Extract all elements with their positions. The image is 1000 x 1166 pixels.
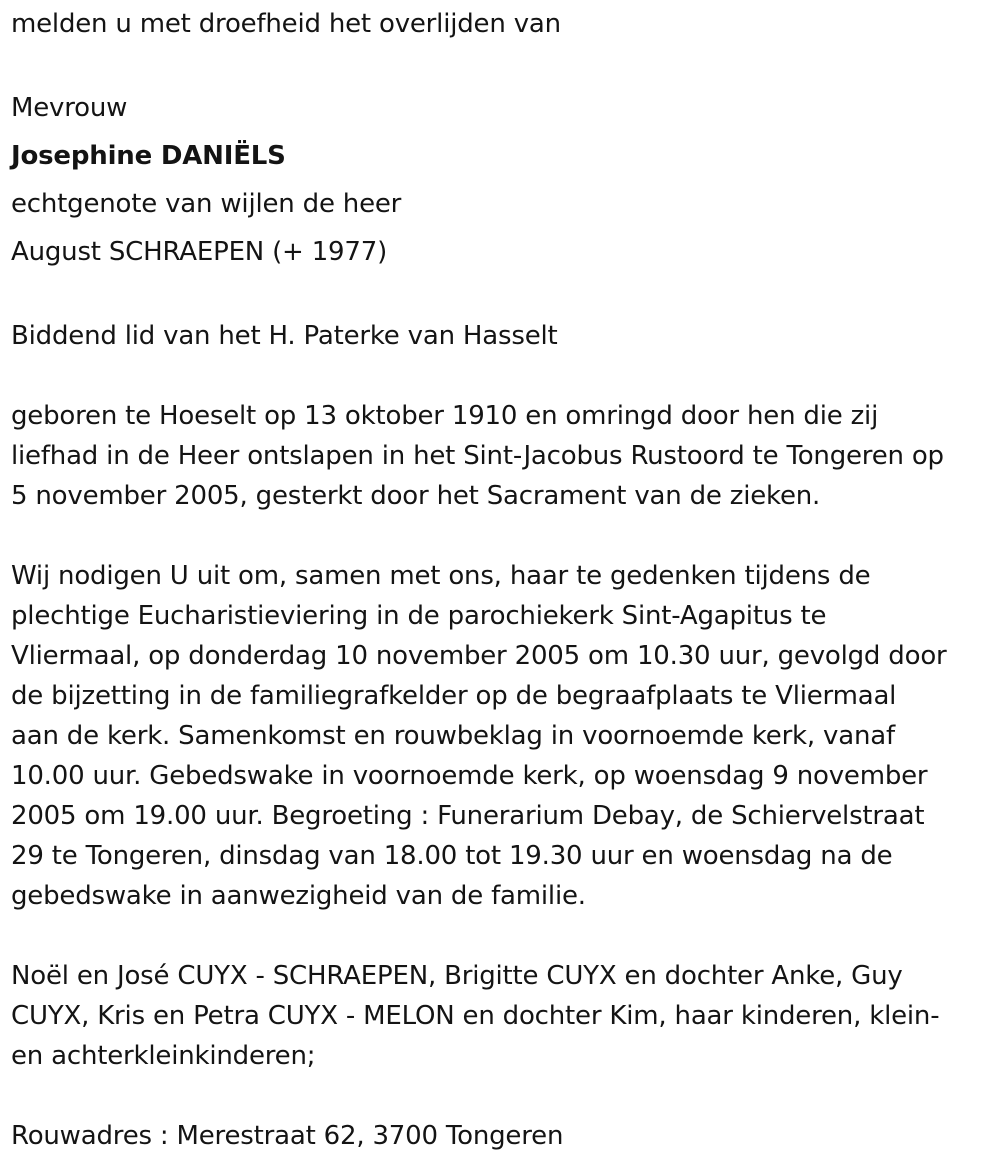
spacer — [11, 356, 996, 396]
paragraph-line: 10.00 uur. Gebedswake in voornoemde kerk, op woensdag 9 november — [11, 761, 928, 791]
deceased-name: Josephine DANIËLS — [11, 141, 286, 171]
spouse-line-2: August SCHRAEPEN (+ 1977) — [11, 237, 388, 267]
paragraph-line: CUYX, Kris en Petra CUYX - MELON en dochter Kim, haar kinderen, klein- — [11, 1001, 940, 1031]
membership-text: Biddend lid van het H. Paterke van Hasselt — [11, 321, 558, 351]
paragraph-line: 29 te Tongeren, dinsdag van 18.00 tot 19.30 uur en woensdag na de — [11, 841, 893, 871]
salutation: Mevrouw — [11, 93, 128, 123]
paragraph-line: 2005 om 19.00 uur. Begroeting : Funerarium Debay, de Schiervelstraat — [11, 801, 925, 831]
paragraph-line: Wij nodigen U uit om, samen met ons, haar te gedenken tijdens de — [11, 561, 871, 591]
paragraph-line: liefhad in de Heer ontslapen in het Sint-Jacobus Rustoord te Tongeren op — [11, 441, 944, 471]
paragraph-line: Vliermaal, op donderdag 10 november 2005 om 10.30 uur, gevolgd door — [11, 641, 947, 671]
paragraph-line: plechtige Eucharistieviering in de parochiekerk Sint-Agapitus te — [11, 601, 827, 631]
paragraph-line: gebedswake in aanwezigheid van de familie. — [11, 881, 586, 911]
paragraph-line: aan de kerk. Samenkomst en rouwbeklag in voornoemde kerk, vanaf — [11, 721, 895, 751]
paragraph-line: Noël en José CUYX - SCHRAEPEN, Brigitte CUYX en dochter Anke, Guy — [11, 961, 903, 991]
intro-text: melden u met droefheid het overlijden van — [11, 9, 561, 39]
spouse-line-1: echtgenote van wijlen de heer — [11, 189, 402, 219]
birth-death-paragraph — [11, 396, 996, 516]
paragraph-line: geboren te Hoeselt op 13 oktober 1910 en omringd door hen die zij — [11, 401, 879, 431]
spacer — [11, 276, 996, 316]
paragraph-line: de bijzetting in de familiegrafkelder op de begraafplaats te Vliermaal — [11, 681, 897, 711]
spacer — [11, 1076, 996, 1116]
invitation-paragraph — [11, 556, 996, 916]
paragraph-line: 5 november 2005, gesterkt door het Sacrament van de zieken. — [11, 481, 821, 511]
death-notice — [11, 4, 996, 1156]
family-paragraph — [11, 956, 996, 1076]
spacer — [11, 44, 996, 84]
paragraph-line: en achterkleinkinderen; — [11, 1041, 316, 1071]
mourning-address: Rouwadres : Merestraat 62, 3700 Tongeren — [11, 1121, 564, 1151]
spacer — [11, 916, 996, 956]
spacer — [11, 516, 996, 556]
